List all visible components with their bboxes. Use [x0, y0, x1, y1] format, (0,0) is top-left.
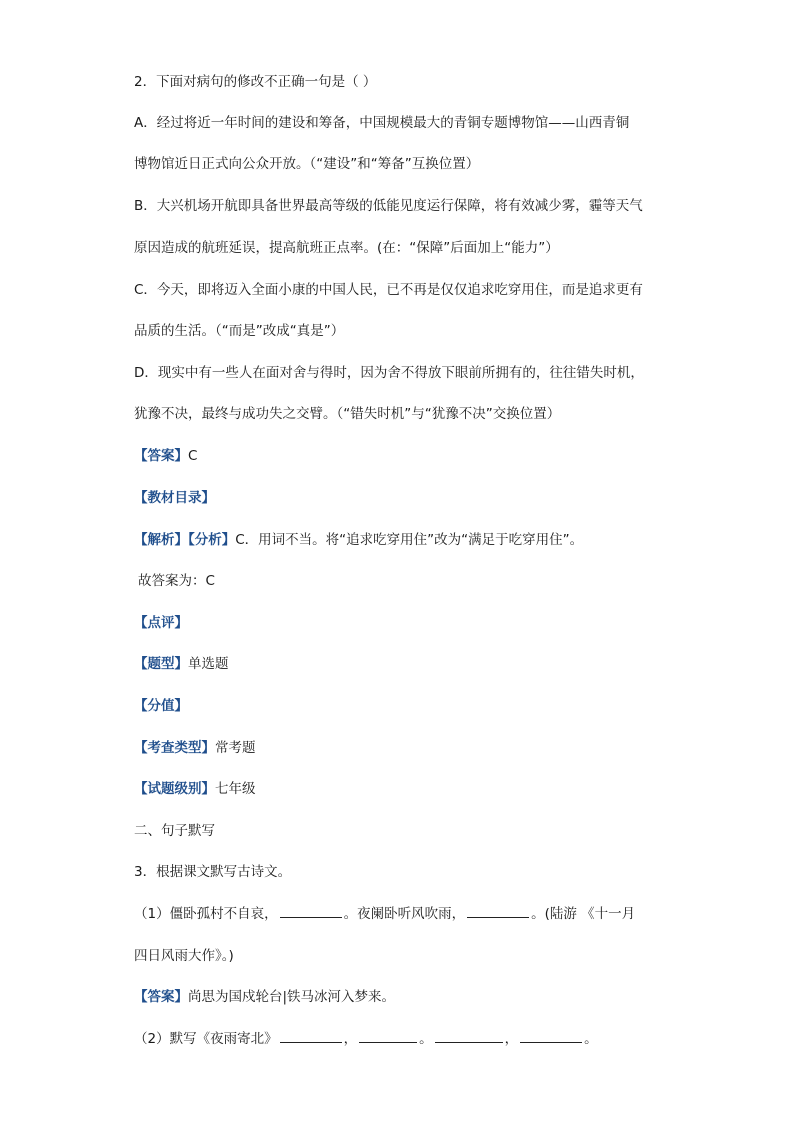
type-value: 单选题 — [188, 656, 229, 672]
separator: 。 — [584, 1031, 598, 1047]
q2-option-b-line1: B．大兴机场开航即具备世界最高等级的低能见度运行保障，将有效减少雾，霾等天气 — [134, 198, 643, 214]
level-tag: 【试题级别】 — [134, 781, 215, 797]
q2-catalog — [134, 489, 215, 507]
q3-part1-b: 。夜阑卧听风吹雨， — [343, 906, 466, 922]
analysis-text: C．用词不当。将“追求吃穿用住”改为“满足于吃穿用住”。 — [235, 532, 584, 548]
type-tag: 【题型】 — [134, 656, 188, 672]
q2-analysis — [134, 531, 583, 549]
q3-part1 — [134, 905, 635, 923]
separator: 。 — [419, 1031, 433, 1047]
q3-part2-a: （2）默写《夜雨寄北》 — [134, 1031, 278, 1047]
fill-blank[interactable] — [280, 905, 342, 918]
q3-part1-c: 。(陆游 《十一月 — [531, 906, 636, 922]
q2-option-d-line2: 犹豫不决，最终与成功失之交臂。（“错失时机”与“犹豫不决”交换位置） — [134, 406, 561, 422]
q2-stem: 2．下面对病句的修改不正确一句是（ ） — [134, 74, 377, 90]
fill-blank[interactable] — [520, 1030, 582, 1043]
section-heading: 二、句子默写 — [134, 823, 215, 839]
q2-final-answer: 故答案为：C — [138, 573, 215, 589]
answer-value: C — [188, 448, 198, 464]
q3-part2 — [134, 1030, 598, 1048]
catalog-tag: 【教材目录】 — [134, 490, 215, 506]
q2-type — [134, 655, 229, 673]
level-value: 七年级 — [215, 781, 256, 797]
separator: ， — [343, 1031, 358, 1047]
q3-stem: 3．根据课文默写古诗文。 — [134, 864, 292, 880]
exam-type-tag: 【考查类型】 — [134, 740, 215, 756]
q3-part1-line2: 四日风雨大作》。) — [134, 948, 234, 964]
fill-blank[interactable] — [280, 1030, 342, 1043]
fill-blank[interactable] — [359, 1030, 417, 1043]
answer-value: 尚思为国戍轮台|铁马冰河入梦来。 — [188, 989, 396, 1005]
q2-option-c-line2: 品质的生活。（“而是”改成“真是”） — [134, 323, 345, 339]
fill-blank[interactable] — [435, 1030, 503, 1043]
q3-part1-answer — [134, 988, 395, 1006]
q2-answer — [134, 447, 197, 465]
q2-option-a-line2: 博物馆近日正式向公众开放。（“建设”和“筹备”互换位置） — [134, 156, 480, 172]
separator: ， — [504, 1031, 519, 1047]
score-tag: 【分值】 — [134, 698, 188, 714]
q2-option-b-line2: 原因造成的航班延误，提高航班正点率。(在：“保障”后面加上“能力”） — [134, 240, 559, 256]
q2-level — [134, 780, 256, 798]
q2-option-d-line1: D．现实中有一些人在面对舍与得时，因为舍不得放下眼前所拥有的，往往错失时机， — [134, 365, 644, 381]
q2-option-c-line1: C．今天，即将迈入全面小康的中国人民，已不再是仅仅追求吃穿用住，而是追求更有 — [134, 282, 643, 298]
analysis-tag: 【解析】 — [134, 532, 188, 548]
answer-tag: 【答案】 — [134, 989, 188, 1005]
q2-score — [134, 697, 188, 715]
fill-blank[interactable] — [467, 905, 529, 918]
q2-review — [134, 614, 188, 632]
analysis-subtag: 【分析】 — [188, 532, 236, 548]
q2-exam-type — [134, 739, 256, 757]
q3-part1-a: （1）僵卧孤村不自哀， — [134, 906, 278, 922]
review-tag: 【点评】 — [134, 615, 188, 631]
q2-option-a-line1: A．经过将近一年时间的建设和筹备，中国规模最大的青铜专题博物馆——山西青铜 — [134, 115, 630, 131]
exam-type-value: 常考题 — [215, 740, 256, 756]
answer-tag: 【答案】 — [134, 448, 188, 464]
